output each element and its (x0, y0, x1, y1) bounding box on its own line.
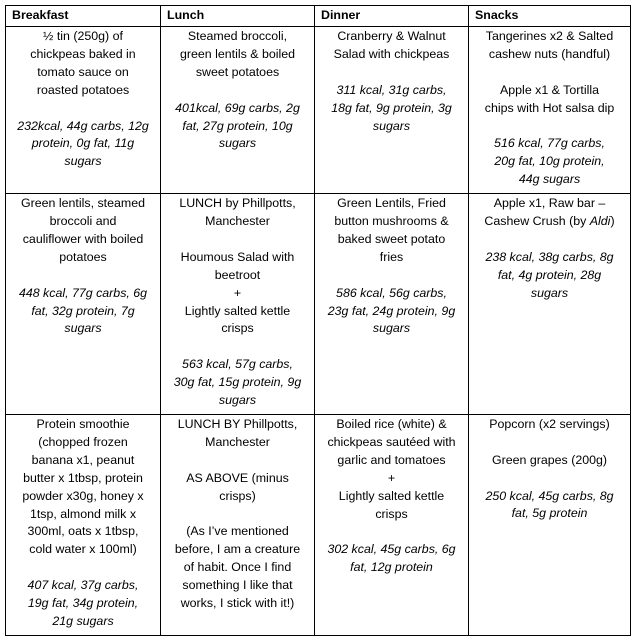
meal-text: AS ABOVE (minus (186, 470, 289, 485)
macro-text: sugars (218, 136, 257, 151)
meal-text: 300ml, oats x 1tbsp, (27, 524, 139, 539)
brand-name: Aldi (589, 214, 611, 229)
macro-text: 23g fat, 24g protein, 9g (327, 303, 456, 318)
header-snacks: Snacks (469, 6, 631, 27)
cell-dinner (315, 27, 469, 194)
macro-text: 30g fat, 15g protein, 9g (173, 375, 302, 390)
meal-text: sweet potatoes (195, 64, 280, 79)
cell-snacks (469, 414, 631, 635)
meal-text: Cashew Crush (by Aldi) (484, 214, 615, 229)
cell-snacks (469, 194, 631, 415)
cell-dinner (315, 414, 469, 635)
meal-text: Lightly salted kettle (184, 303, 291, 318)
meal-text: (chopped frozen (38, 434, 128, 449)
cell-breakfast (6, 194, 161, 415)
macro-text: fat, 4g protein, 28g (497, 267, 602, 282)
meal-text: 1tsp, almond milk x (29, 506, 137, 521)
meal-text: Green grapes (200g) (491, 452, 608, 467)
table-row (6, 414, 631, 635)
macro-text: 401kcal, 69g carbs, 2g (175, 100, 300, 115)
meal-text: Houmous Salad with (180, 249, 295, 264)
meal-text: banana x1, peanut (31, 452, 135, 467)
note-text: (As I’ve mentioned (186, 524, 289, 539)
meal-text: cold water x 100ml) (29, 542, 137, 557)
meal-text: LUNCH BY Phillpotts, (177, 416, 298, 431)
meal-text: Boiled rice (white) & (336, 416, 447, 431)
macro-text: sugars (372, 118, 411, 133)
meal-text: Salad with chickpeas (333, 46, 450, 61)
meal-text: Manchester (205, 214, 270, 229)
meal-text: tomato sauce on (37, 64, 129, 79)
meal-text: garlic and tomatoes (337, 452, 446, 467)
cell-lunch (161, 194, 315, 415)
meal-text: crisps) (219, 488, 256, 503)
cell-lunch (161, 414, 315, 635)
macro-text: sugars (530, 285, 569, 300)
meal-text: fries (379, 249, 404, 264)
table-row (6, 194, 631, 415)
meal-text: Apple x1 & Tortilla (500, 82, 599, 97)
meal-plan-table (5, 5, 631, 636)
header-row (6, 6, 631, 27)
meal-text: Green Lentils, Fried (337, 196, 446, 211)
meal-text: butter x 1tbsp, protein (23, 470, 143, 485)
macro-text: 586 kcal, 56g carbs, (336, 285, 447, 300)
macro-text: 448 kcal, 77g carbs, 6g (18, 285, 148, 300)
meal-text: powder x30g, honey x (22, 488, 144, 503)
meal-text: baked sweet potato (337, 231, 446, 246)
header-dinner: Dinner (315, 6, 469, 27)
meal-text: Popcorn (x2 servings) (489, 416, 610, 431)
macro-text: 232kcal, 44g carbs, 12g (17, 118, 149, 133)
meal-text: Cranberry & Walnut (337, 29, 446, 43)
macro-text: fat, 12g protein (350, 560, 433, 575)
cell-breakfast (6, 414, 161, 635)
macro-text: fat, 27g protein, 10g (182, 118, 293, 133)
meal-text: button mushrooms & (334, 214, 449, 229)
meal-text: Steamed broccoli, (187, 29, 288, 43)
cell-breakfast (6, 27, 161, 194)
macro-text: 21g sugars (52, 613, 114, 628)
macro-text: 250 kcal, 45g carbs, 8g (485, 488, 614, 503)
note-text: of habit. Once I find (183, 560, 292, 575)
meal-text: chips with Hot salsa dip (484, 100, 615, 115)
macro-text: 18g fat, 9g protein, 3g (331, 100, 452, 115)
macro-text: protein, 0g fat, 11g (31, 136, 135, 151)
macro-text: 563 kcal, 57g carbs, (182, 357, 293, 372)
meal-text: Apple x1, Raw bar – (493, 196, 606, 211)
meal-text: green lentils & boiled (179, 46, 296, 61)
cell-snacks (469, 27, 631, 194)
header-lunch: Lunch (161, 6, 315, 27)
meal-text: crisps (375, 506, 408, 521)
meal-text: cashew nuts (handful) (488, 46, 611, 61)
macro-text: sugars (64, 321, 102, 336)
cell-lunch (161, 27, 315, 194)
meal-text: chickpeas sautéed with (327, 434, 456, 449)
meal-text: Tangerines x2 & Salted (485, 29, 614, 43)
meal-text: crisps (221, 321, 254, 336)
table-row (6, 27, 631, 194)
plus-sign: + (387, 470, 396, 485)
meal-text: Lightly salted kettle (338, 488, 445, 503)
cell-dinner (315, 194, 469, 415)
macro-text: 238 kcal, 38g carbs, 8g (485, 249, 614, 264)
macro-text: sugars (218, 393, 257, 408)
meal-text: roasted potatoes (36, 82, 130, 97)
plus-sign: + (233, 285, 242, 300)
meal-text: ½ tin (250g) of (43, 29, 123, 43)
macro-text: 44g sugars (518, 172, 581, 187)
macro-text: 407 kcal, 37g carbs, (27, 578, 139, 593)
macro-text: fat, 32g protein, 7g (31, 303, 135, 318)
macro-text: 19g fat, 34g protein, (27, 596, 139, 611)
meal-text: Protein smoothie (36, 416, 130, 431)
macro-text: sugars (64, 154, 102, 169)
macro-text: 311 kcal, 31g carbs, (336, 82, 447, 97)
macro-text: fat, 5g protein (511, 506, 588, 521)
meal-text: beetroot (214, 267, 261, 282)
meal-text: LUNCH by Phillpotts, (179, 196, 296, 211)
note-text: something I like that (182, 578, 293, 593)
meal-text: potatoes (59, 249, 107, 264)
note-text: before, I am a creature (174, 542, 301, 557)
meal-text: Manchester (205, 434, 270, 449)
meal-text: broccoli and (49, 214, 117, 229)
meal-text: chickpeas baked in (30, 46, 136, 61)
macro-text: 302 kcal, 45g carbs, 6g (327, 542, 456, 557)
macro-text: 20g fat, 10g protein, (494, 154, 605, 169)
meal-text: Green lentils, steamed (21, 196, 145, 211)
header-breakfast: Breakfast (6, 6, 161, 27)
macro-text: 516 kcal, 77g carbs, (494, 136, 605, 151)
macro-text: sugars (372, 321, 411, 336)
meal-text: cauliflower with boiled (22, 231, 144, 246)
note-text: works, I stick with it!) (180, 596, 295, 610)
